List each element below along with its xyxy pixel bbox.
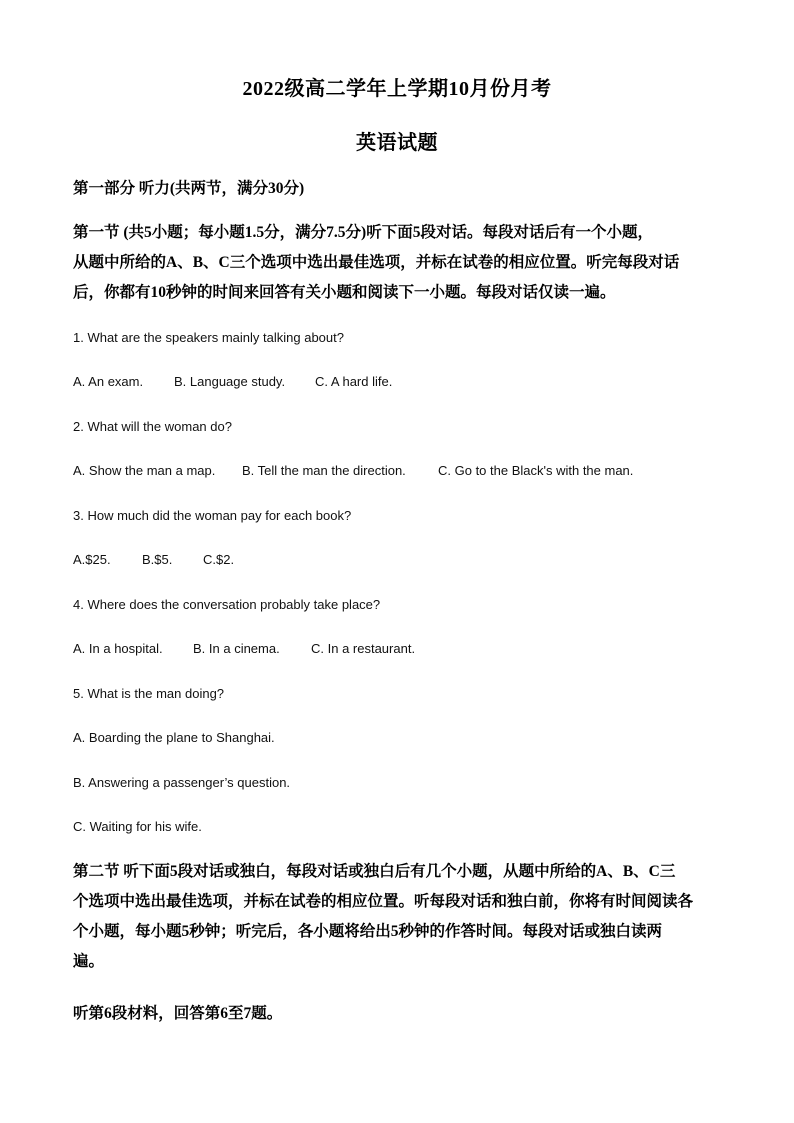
option-a: A. An exam.: [73, 374, 144, 389]
option-a: A. In a hospital.: [73, 641, 163, 656]
option-a: A. Show the man a map.: [73, 463, 216, 478]
question-2-options: [73, 463, 633, 478]
section-two-line-1: 第二节 听下面5段对话或独白，每段对话或独白后有几个小题，从题中所给的A、B、C三: [73, 863, 676, 880]
question-4-options: [73, 641, 415, 656]
section-two-instructions: [73, 857, 721, 977]
option-b: B. Language study.: [174, 374, 286, 389]
option-b: B. In a cinema.: [193, 641, 280, 656]
question-3-options: [73, 552, 234, 567]
listen-material-6: 听第6段材料，回答第6至7题。: [73, 1005, 283, 1022]
question-5-stem: 5. What is the man doing?: [73, 686, 225, 701]
question-1-options: [73, 374, 392, 389]
question-3-stem: 3. How much did the woman pay for each book?: [73, 508, 352, 523]
section-two-line-4: 遍。: [73, 953, 105, 970]
question-5-option-b: B. Answering a passenger’s question.: [73, 775, 291, 790]
section-one-line-1: 第一节 (共5小题；每小题1.5分，满分7.5分)听下面5段对话。每段对话后有一个小题，: [73, 224, 653, 241]
question-5-option-c: C. Waiting for his wife.: [73, 819, 202, 834]
question-1-stem: 1. What are the speakers mainly talking about?: [73, 330, 344, 345]
option-c: C. In a restaurant.: [311, 641, 416, 656]
question-2-stem: 2. What will the woman do?: [73, 419, 232, 434]
part-one-heading: 第一部分 听力(共两节，满分30分): [73, 180, 305, 197]
question-5-option-a: A. Boarding the plane to Shanghai.: [73, 730, 275, 745]
option-c: C. A hard life.: [315, 374, 393, 389]
section-two-line-3: 个小题，每小题5秒钟；听完后，各小题将给出5秒钟的作答时间。每段对话或独白读两: [73, 923, 663, 940]
exam-subtitle: 英语试题: [356, 132, 438, 154]
section-one-line-3: 后，你都有10秒钟的时间来回答有关小题和阅读下一小题。每段对话仅读一遍。: [73, 284, 616, 301]
question-4-stem: 4. Where does the conversation probably take place?: [73, 597, 381, 612]
option-b: B. Tell the man the direction.: [242, 463, 406, 478]
option-c: C.$2.: [203, 552, 235, 567]
section-one-instructions: [73, 218, 721, 308]
option-b: B.$5.: [142, 552, 173, 567]
option-c: C. Go to the Black's with the man.: [438, 463, 634, 478]
option-a: A.$25.: [73, 552, 111, 567]
exam-title: 2022级高二学年上学期10月份月考: [242, 78, 552, 100]
section-two-line-2: 个选项中选出最佳选项，并标在试卷的相应位置。听每段对话和独白前，你将有时间阅读各: [73, 893, 694, 910]
section-one-line-2: 从题中所给的A、B、C三个选项中选出最佳选项，并标在试卷的相应位置。听完每段对话: [73, 254, 680, 271]
